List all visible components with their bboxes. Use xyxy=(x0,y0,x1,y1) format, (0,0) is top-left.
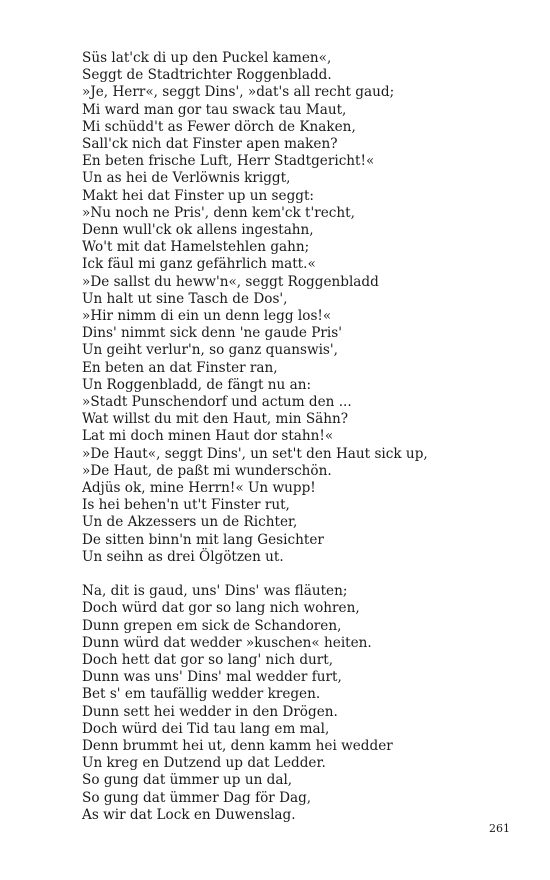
poem-line: Seggt de Stadtrichter Roggenbladd. xyxy=(82,67,332,84)
poem-line: Denn wull'ck ok allens ingestahn, xyxy=(82,222,314,239)
poem-line: So gung dat ümmer Dag för Dag, xyxy=(82,789,312,806)
poem-line: Mi ward man gor tau swack tau Maut, xyxy=(82,101,347,118)
poem-line: Un de Akzessers un de Richter, xyxy=(82,514,298,531)
poem-line: Süs lat'ck di up den Puckel kamen«, xyxy=(82,50,332,66)
poem-line: En beten frische Luft, Herr Stadtgericht!« xyxy=(82,153,375,170)
page-number: 261 xyxy=(489,822,510,835)
poem-line: Dins' nimmt sick denn 'ne gaude Pris' xyxy=(82,325,342,342)
poem-line: »De Haut, de paßt mi wunderschön. xyxy=(82,462,332,479)
poem-line: Ick fäul mi ganz gefährlich matt.« xyxy=(82,256,316,273)
poem-text xyxy=(82,50,522,824)
poem-line: As wir dat Lock en Duwenslag. xyxy=(82,806,296,823)
poem-line: Wo't mit dat Hamelstehlen gahn; xyxy=(82,239,310,256)
poem-line: Un geiht verlur'n, so ganz quanswis', xyxy=(82,342,338,359)
poem-line: »Nu noch ne Pris', denn kem'ck t'recht, xyxy=(82,204,355,221)
poem-line: »Je, Herr«, seggt Dins', »dat's all recht gaud; xyxy=(82,84,395,101)
poem-line: »De sallst du heww'n«, seggt Roggenbladd xyxy=(82,273,379,290)
poem-line: Un seihn as drei Ölgötzen ut. xyxy=(82,548,284,565)
poem-line: Dunn sett hei wedder in den Drögen. xyxy=(82,703,338,720)
poem-line: Sall'ck nich dat Finster apen maken? xyxy=(82,136,338,153)
poem-line: Doch würd dat gor so lang nich wohren, xyxy=(82,600,360,617)
poem-line: De sitten binn'n mit lang Gesichter xyxy=(82,531,324,548)
poem-line: Un as hei de Verlöwnis kriggt, xyxy=(82,170,291,187)
poem-line: Un Roggenbladd, de fängt nu an: xyxy=(82,376,312,393)
poem-line: Doch hett dat gor so lang' nich durt, xyxy=(82,651,334,668)
poem-line: So gung dat ümmer up un dal, xyxy=(82,772,293,789)
poem-line: Wat willst du mit den Haut, min Sähn? xyxy=(82,411,349,428)
poem-line: »Hir nimm di ein un denn legg los!« xyxy=(82,308,332,325)
poem-line: Lat mi doch minen Haut dor stahn!« xyxy=(82,428,334,445)
stanza-2 xyxy=(82,583,522,824)
poem-line: Un halt ut sine Tasch de Dos', xyxy=(82,290,288,307)
poem-line: Denn brummt hei ut, denn kamm hei wedder xyxy=(82,737,393,754)
poem-line: Na, dit is gaud, uns' Dins' was fläuten; xyxy=(82,583,348,600)
poem-line: Un kreg en Dutzend up dat Ledder. xyxy=(82,755,326,772)
poem-line: Adjüs ok, mine Herrn!« Un wupp! xyxy=(82,480,316,497)
poem-line: Is hei behen'n ut't Finster rut, xyxy=(82,497,290,514)
poem-line: Makt hei dat Finster up un seggt: xyxy=(82,187,315,204)
poem-line: Dunn würd dat wedder »kuschen« heiten. xyxy=(82,634,372,651)
poem-line: Mi schüdd't as Fewer dörch de Knaken, xyxy=(82,118,356,135)
poem-line: Dunn was uns' Dins' mal wedder furt, xyxy=(82,669,342,686)
stanza-1 xyxy=(82,50,522,566)
poem-line: Dunn grepen em sick de Schandoren, xyxy=(82,617,342,634)
poem-line: »De Haut«, seggt Dins', un set't den Haut sick up, xyxy=(82,445,428,462)
poem-line: »Stadt Punschendorf und actum den ... xyxy=(82,394,352,411)
poem-line: En beten an dat Finster ran, xyxy=(82,359,278,376)
poem-line: Doch würd dei Tid tau lang em mal, xyxy=(82,720,330,737)
poem-line: Bet s' em taufällig wedder kregen. xyxy=(82,686,321,703)
